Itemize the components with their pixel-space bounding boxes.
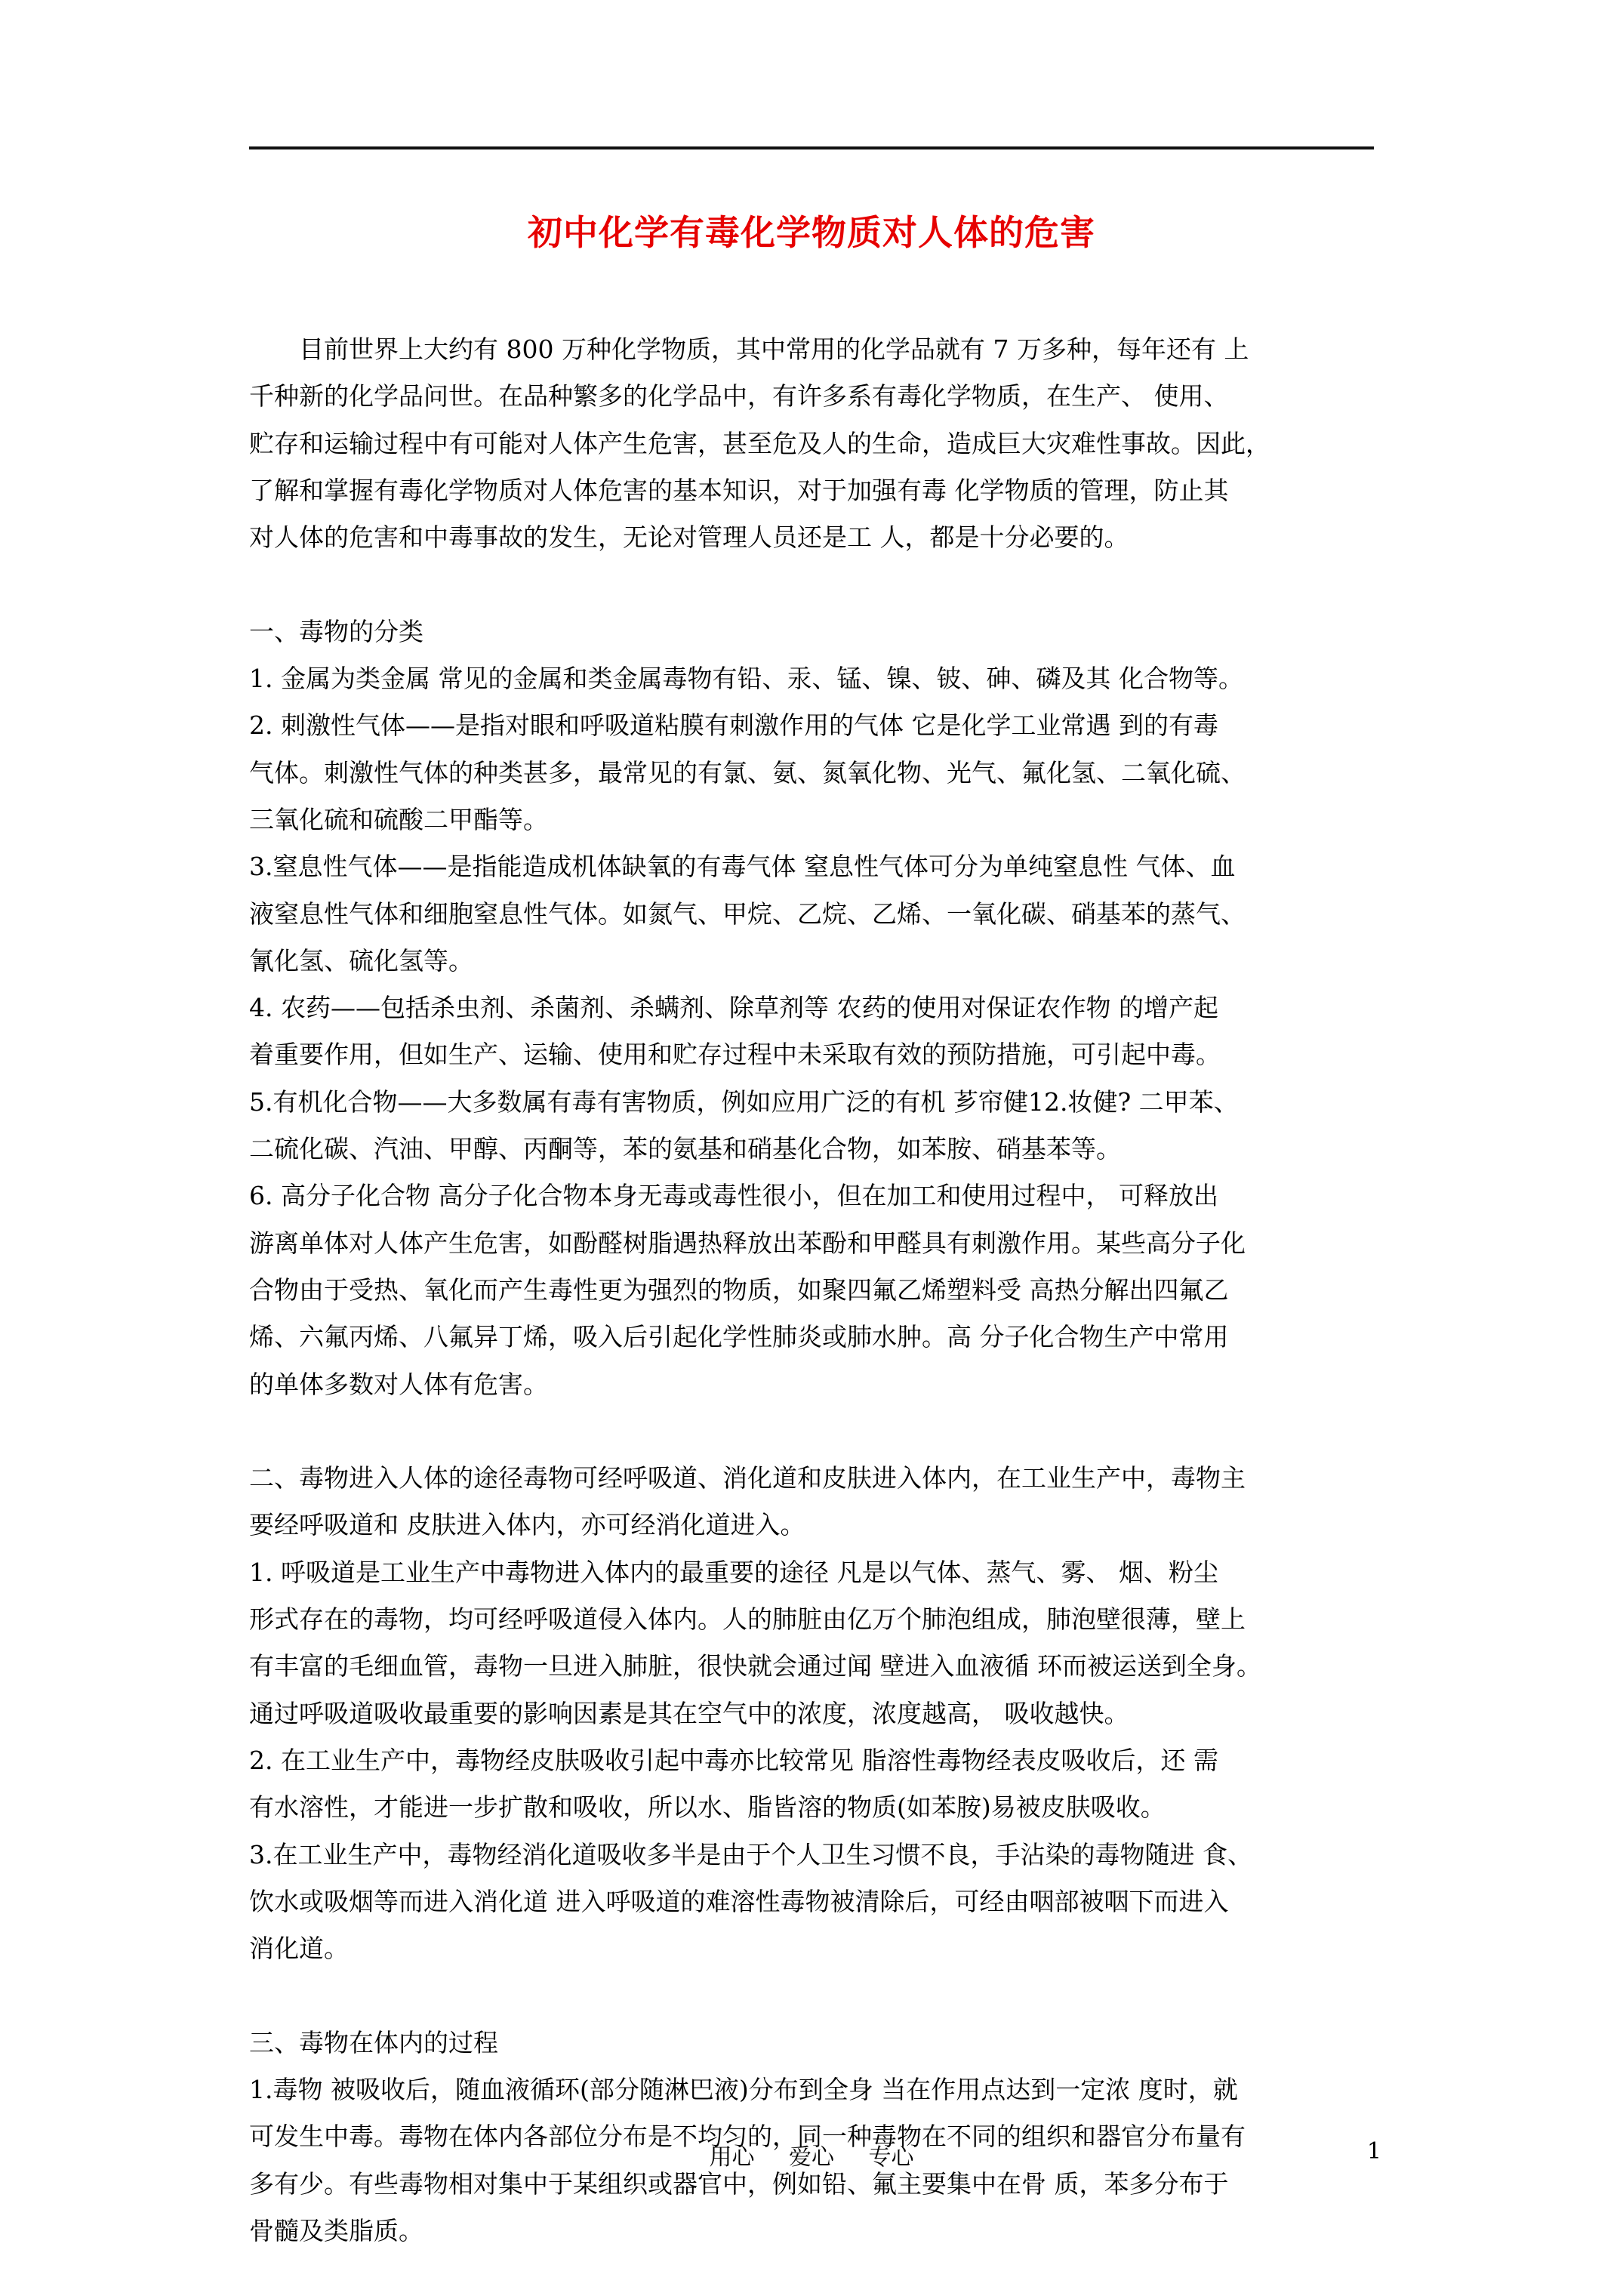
text-line: 3.窒息性气体——是指能造成机体缺氧的有毒气体 窒息性气体可分为单纯窒息性 气体、血 [249,852,1236,882]
text-line: 游离单体对人体产生危害，如酚醛树脂遇热释放出苯酚和甲醛具有刺激作用。某些高分子化 [249,1228,1246,1258]
text-line: 3.在工业生产中，毒物经消化道吸收多半是由于个人卫生习惯不良，手沾染的毒物随进 食、 [249,1839,1252,1869]
text-line: 形式存在的毒物，均可经呼吸道侵入体内。人的肺脏由亿万个肺泡组成，肺泡壁很薄，壁上 [249,1604,1246,1635]
text-line: 6. 高分子化合物 高分子化合物本身无毒或毒性很小，但在加工和使用过程中， 可释放出 [249,1181,1218,1211]
text-line: 二、毒物进入人体的途径毒物可经呼吸道、消化道和皮肤进入体内，在工业生产中，毒物主 [249,1463,1246,1493]
text-line: 通过呼吸道吸收最重要的影响因素是其在空气中的浓度，浓度越高， 吸收越快。 [249,1698,1129,1728]
paragraph-gap [249,561,1374,608]
footer-item: 专心 [868,2144,914,2171]
text-line: 液窒息性气体和细胞窒息性气体。如氮气、甲烷、乙烷、乙烯、一氧化碳、硝基苯的蒸气、 [249,898,1246,929]
text-line: 5.有机化合物——大多数属有毒有害物质，例如应用广泛的有机 芗帘健12.妆健? 二甲苯、 [249,1086,1239,1117]
text-line: 一、毒物的分类 [249,616,423,646]
text-line: 合物由于受热、氧化而产生毒性更为强烈的物质，如聚四氟乙烯塑料受 高热分解出四氟乙 [249,1274,1229,1305]
text-line: 有水溶性，才能进一步扩散和吸收，所以水、脂皆溶的物质(如苯胺)易被皮肤吸收。 [249,1792,1166,1823]
text-line: 三氧化硫和硫酸二甲酯等。 [249,804,548,834]
text-line: 了解和掌握有毒化学物质对人体危害的基本知识，对于加强有毒 化学物质的管理，防止其 [249,475,1229,505]
text-line: 1. 金属为类金属 常见的金属和类金属毒物有铅、汞、锰、镍、铍、砷、磷及其 化合物等。 [249,664,1243,694]
text-line: 4. 农药——包括杀虫剂、杀菌剂、杀螨剂、除草剂等 农药的使用对保证农作物 的增产起 [249,993,1218,1023]
text-line: 饮水或吸烟等而进入消化道 进入呼吸道的难溶性毒物被清除后，可经由咽部被咽下而进入 [249,1886,1229,1916]
text-line: 着重要作用，但如生产、运输、使用和贮存过程中未采取有效的预防措施，可引起中毒。 [249,1040,1221,1070]
text-line: 骨髓及类脂质。 [249,2215,423,2245]
text-line: 2. 在工业生产中，毒物经皮肤吸收引起中毒亦比较常见 脂溶性毒物经表皮吸收后，还 需 [249,1745,1218,1775]
text-line: 的单体多数对人体有危害。 [249,1369,548,1399]
text-line: 氰化氢、硫化氢等。 [249,945,473,975]
text-line: 二硫化碳、汽油、甲醇、丙酮等，苯的氨基和硝基化合物，如苯胺、硝基苯等。 [249,1134,1121,1164]
text-line: 气体。刺激性气体的种类甚多，最常见的有氯、氨、氮氧化物、光气、氟化氢、二氧化硫、 [249,757,1246,787]
paragraph-gap [249,1408,1374,1455]
page-number: 1 [1366,2138,1381,2165]
text-line: 千种新的化学品问世。在品种繁多的化学品中，有许多系有毒化学物质，在生产、 使用、 [249,381,1229,411]
text-line: 贮存和运输过程中有可能对人体产生危害，甚至危及人的生命，造成巨大灾难性事故。因此， [249,428,1270,458]
document-body [249,326,1374,2254]
text-line: 三、毒物在体内的过程 [249,2027,498,2057]
text-line: 目前世界上大约有 800 万种化学物质，其中常用的化学品就有 7 万多种，每年还有 上 [299,334,1249,364]
header-rule [249,146,1374,149]
text-line: 1.毒物 被吸收后，随血液循环(部分随淋巴液)分布到全身 当在作用点达到一定浓 度时，就 [249,2074,1238,2104]
text-line: 消化道。 [249,1934,349,1964]
paragraph-gap [249,1972,1374,2019]
footer [249,2138,1374,2171]
text-line: 2. 刺激性气体——是指对眼和呼吸道粘膜有刺激作用的气体 它是化学工业常遇 到的有毒 [249,710,1218,741]
text-line: 可发生中毒。毒物在体内各部位分布是不均匀的，同一种毒物在不同的组织和器官分布量有 [249,2122,1246,2152]
footer-item: 用心 [709,2144,755,2171]
document-title: 初中化学有毒化学物质对人体的危害 [528,212,1095,253]
text-line: 多有少。有些毒物相对集中于某组织或器官中，例如铅、氟主要集中在骨 质，苯多分布于 [249,2168,1229,2199]
footer-item: 爱心 [789,2144,834,2171]
text-line: 烯、六氟丙烯、八氟异丁烯，吸入后引起化学性肺炎或肺水肿。高 分子化合物生产中常用 [249,1322,1229,1352]
text-line: 对人体的危害和中毒事故的发生，无论对管理人员还是工 人，都是十分必要的。 [249,522,1129,553]
text-line: 有丰富的毛细血管，毒物一旦进入肺脏，很快就会通过闻 壁进入血液循 环而被运送到全身。 [249,1651,1261,1681]
text-line: 1. 呼吸道是工业生产中毒物进入体内的最重要的途径 凡是以气体、蒸气、雾、 烟、粉尘 [249,1557,1218,1587]
text-line: 要经呼吸道和 皮肤进入体内，亦可经消化道进入。 [249,1510,805,1540]
